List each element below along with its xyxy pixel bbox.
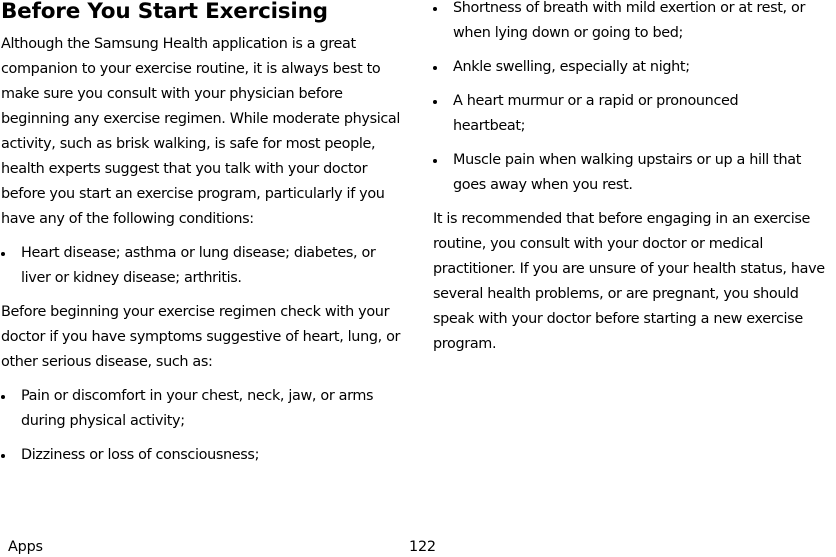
left-column — [1, 0, 411, 468]
bullet-icon — [1, 454, 5, 458]
bullet-icon — [433, 66, 437, 70]
footer-section-label: Apps — [8, 539, 43, 555]
symptoms-intro-paragraph: Before beginning your exercise regimen check with your doctor if you have symptoms suggestive of heart, lung, or other serious disease, such as: — [1, 304, 401, 370]
list-item — [1, 241, 396, 291]
bullet-text: Heart disease; asthma or lung disease; diabetes, or liver or kidney disease; arthritis. — [21, 245, 376, 286]
list-item — [433, 89, 798, 139]
list-item — [433, 0, 836, 46]
list-item — [1, 443, 396, 468]
bullet-icon — [433, 7, 437, 11]
list-item — [433, 55, 836, 80]
right-column — [433, 0, 836, 357]
bullet-text: Shortness of breath with mild exertion or at rest, or when lying down or going to bed; — [453, 0, 806, 41]
page-number: 122 — [409, 539, 436, 555]
bullet-text: A heart murmur or a rapid or pronounced heartbeat; — [453, 93, 739, 134]
recommendation-paragraph: It is recommended that before engaging in an exercise routine, you consult with your doctor or medical practitioner. If you are unsure of your health status, have several health problems, or are pregnant, you should speak with your doctor before starting a new exercise program. — [433, 211, 825, 352]
bullet-icon — [433, 159, 437, 163]
list-item — [1, 384, 396, 434]
bullet-icon — [1, 252, 5, 256]
bullet-text: Muscle pain when walking upstairs or up a hill that goes away when you rest. — [453, 152, 801, 193]
bullet-text: Pain or discomfort in your chest, neck, jaw, or arms during physical activity; — [21, 388, 374, 429]
bullet-text: Dizziness or loss of consciousness; — [21, 447, 260, 463]
bullet-text: Ankle swelling, especially at night; — [453, 59, 690, 75]
bullet-icon — [433, 100, 437, 104]
bullet-icon — [1, 395, 5, 399]
intro-paragraph: Although the Samsung Health application is a great companion to your exercise routine, it is always best to make sure you consult with your physician before beginning any exercise regimen. While moderate physical activity, such as brisk walking, is safe for most people, health experts suggest that you talk with your doctor before you start an exercise program, particularly if you have any of the following conditions: — [1, 36, 401, 227]
list-item — [433, 148, 818, 198]
page-title: Before You Start Exercising — [1, 0, 328, 24]
